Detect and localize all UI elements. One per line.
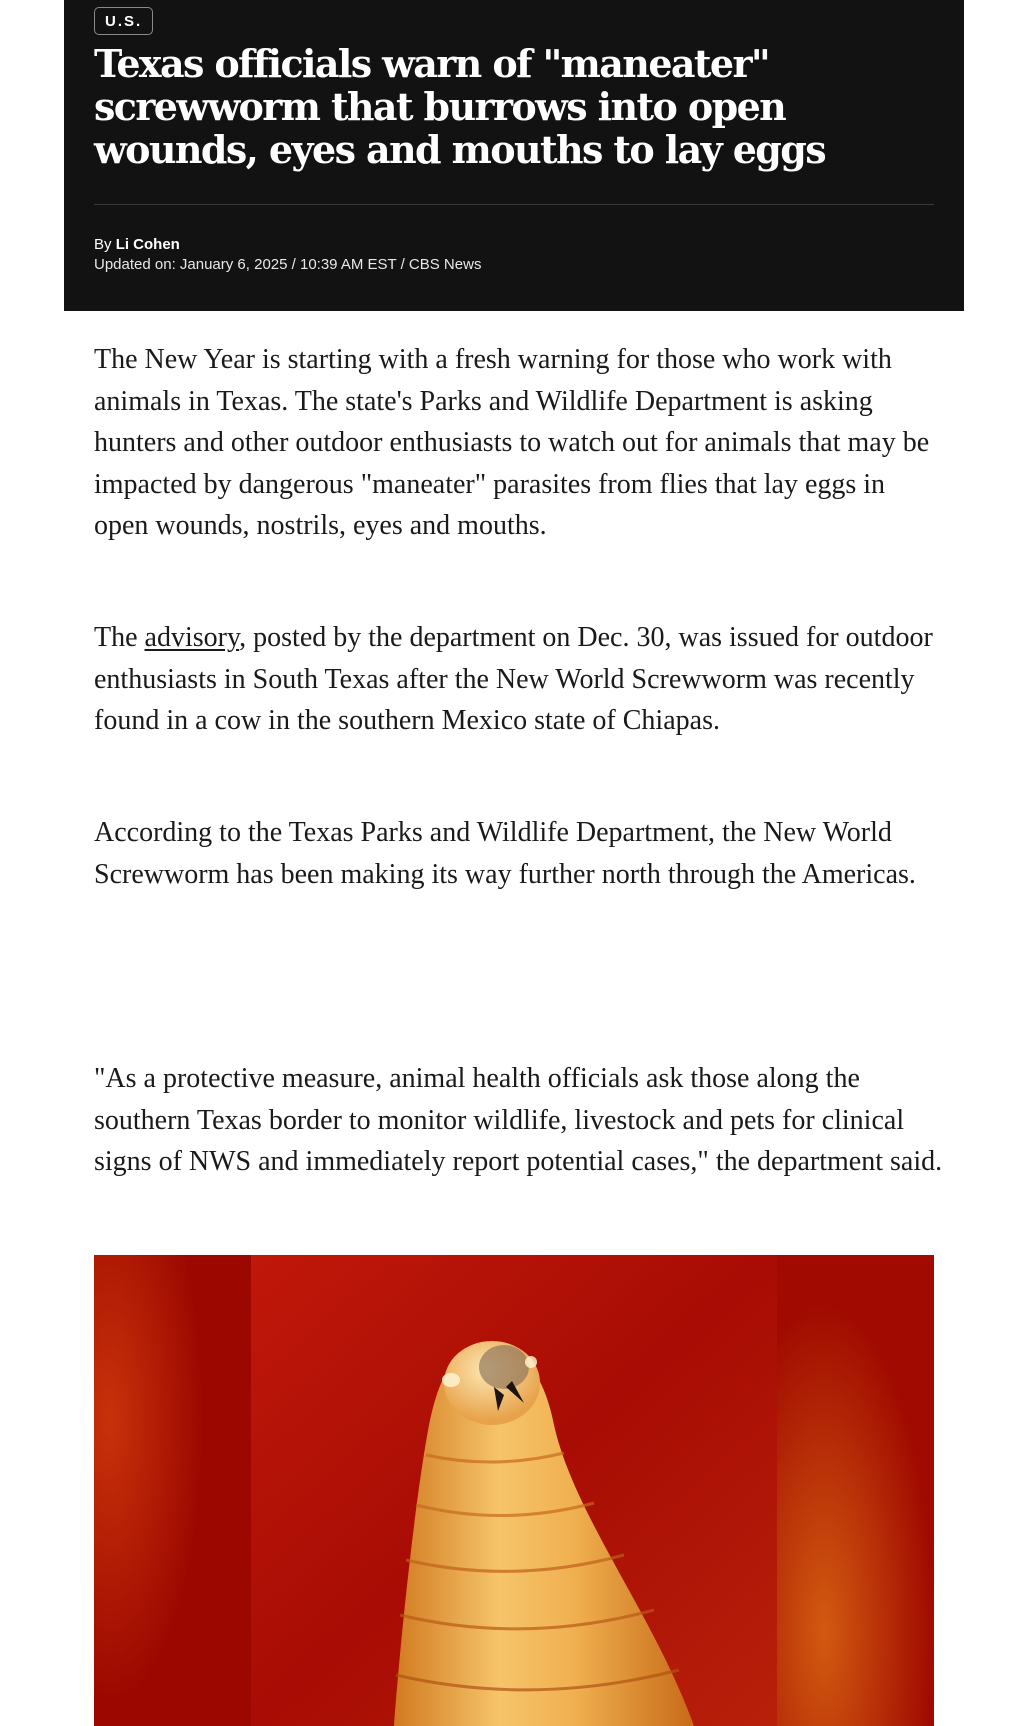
byline [94, 236, 180, 254]
photo-blur-left [94, 1255, 251, 1726]
paragraph-2-start: The [94, 622, 145, 653]
byline-prefix: By [94, 236, 116, 253]
article-header [64, 0, 964, 311]
paragraph-2-rest: , posted by the department on Dec. 30, was issued for outdoor enthusiasts in South Texas after the New World Screwworm was recently found in a cow in the southern Mexico state of Chiapas. [94, 622, 933, 736]
header-divider [94, 204, 934, 205]
author-name[interactable]: Li Cohen [115, 236, 180, 253]
paragraph-4: "As a protective measure, animal health officials ask those along the southern Texas border to monitor wildlife, livestock and pets for clinical signs of NWS and immediately report potential cases," the department said. [94, 1063, 943, 1177]
photo-blur-right [777, 1255, 934, 1726]
updated-timestamp: Updated on: January 6, 2025 / 10:39 AM EST / CBS News [94, 256, 482, 273]
paragraph-3: According to the Texas Parks and Wildlife Department, the New World Screwworm has been making its way further north through the Americas. [94, 817, 916, 890]
advisory-link[interactable]: advisory [144, 622, 240, 653]
screwworm-larva-photo[interactable] [94, 1255, 934, 1726]
larva-illustration [94, 1255, 934, 1726]
section-badge-us[interactable]: U.S. [94, 7, 153, 35]
paragraph-1: The New Year is starting with a fresh warning for those who work with animals in Texas. The state's Parks and Wildlife Department is asking hunters and other outdoor enthusiasts to watch out for animals that may be impacted by dangerous "maneater" parasites from flies that lay eggs in open wounds, nostrils, eyes and mouths. [94, 344, 930, 541]
article-headline: Texas officials warn of "maneater" screwworm that burrows into open wounds, eyes and mouths to lay eggs [94, 41, 826, 172]
paragraph-2 [94, 617, 944, 742]
